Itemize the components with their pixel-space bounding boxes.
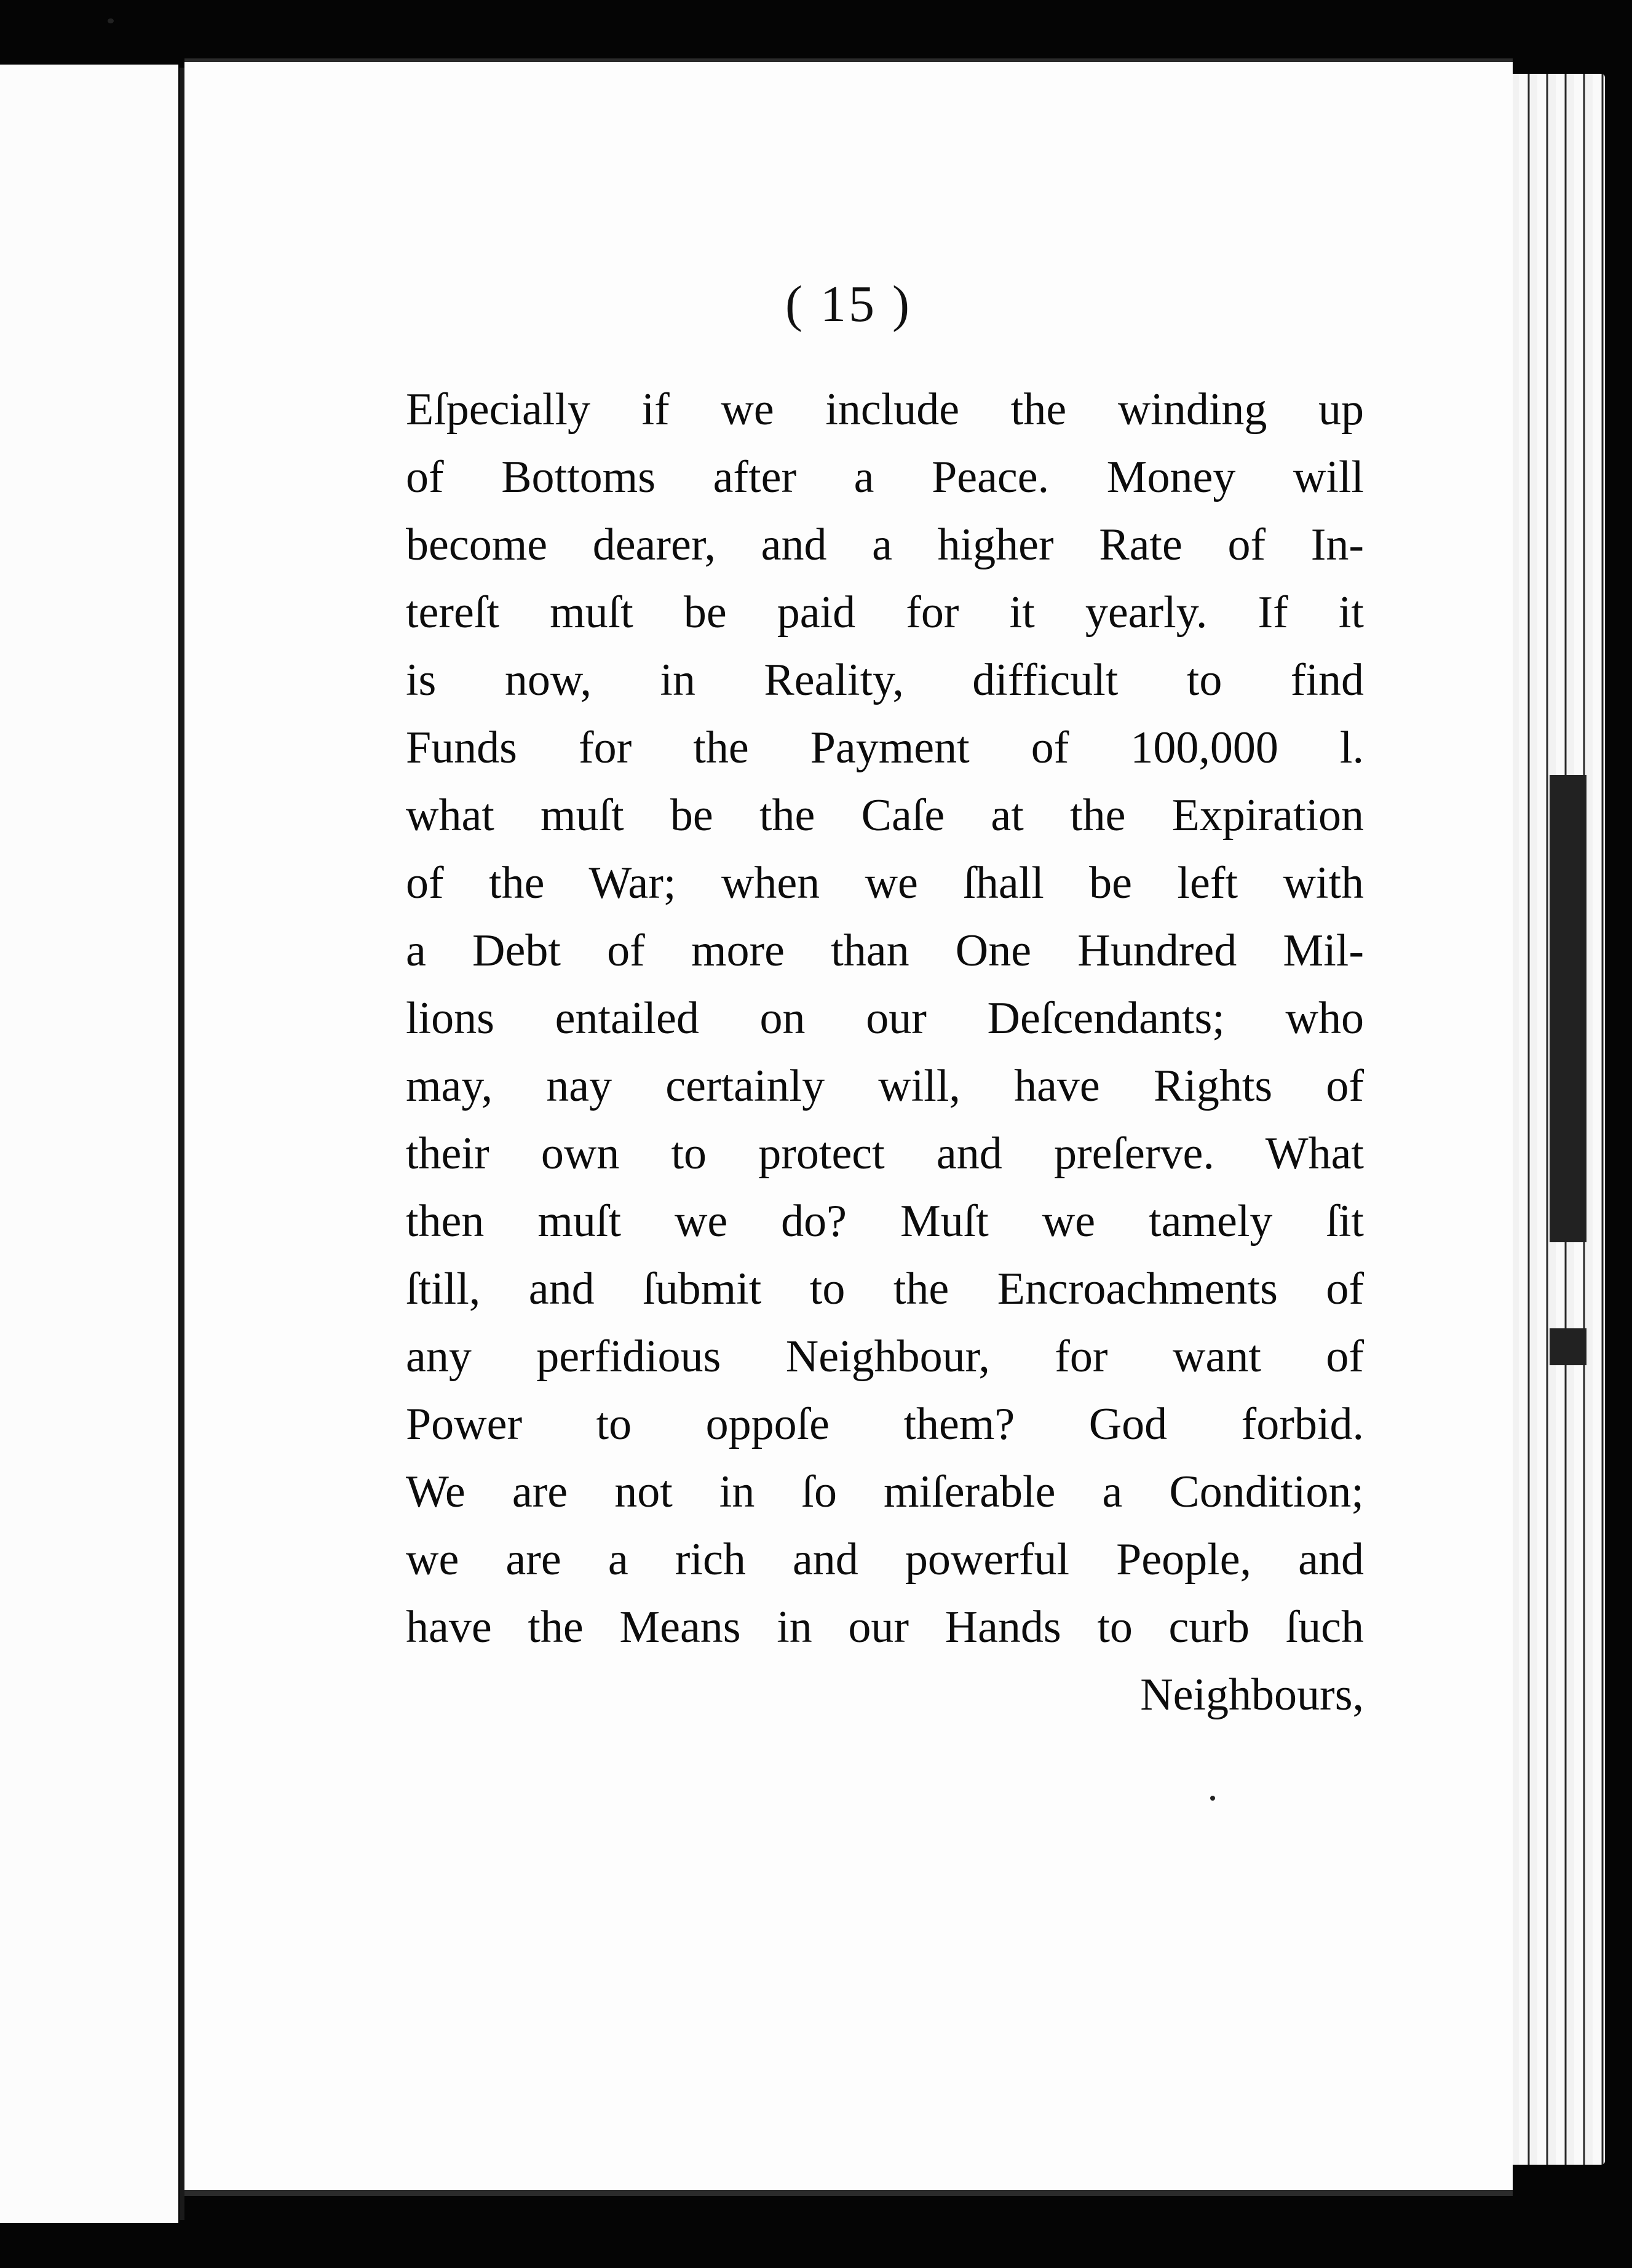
text-line: of Bottoms after a Peace. Money will	[406, 452, 1364, 502]
book-page	[184, 58, 1513, 2196]
text-line: lions entailed on our Deſcendants; who	[406, 993, 1364, 1044]
text-line: have the Means in our Hands to curb ſuch	[406, 1602, 1364, 1652]
binding-gutter	[180, 68, 184, 2220]
text-line: any perfidious Neighbour, for want of	[406, 1331, 1364, 1382]
text-line: we are a rich and powerful People, and	[406, 1534, 1364, 1585]
text-line: We are not in ſo miſerable a Condition;	[406, 1467, 1364, 1517]
ink-speck	[1210, 1796, 1215, 1801]
text-line: what muſt be the Caſe at the Expiration	[406, 790, 1364, 841]
text-line: of the War; when we ſhall be left with	[406, 858, 1364, 908]
text-line: their own to protect and preſerve. What	[406, 1128, 1364, 1179]
text-line: Power to oppoſe them? God forbid.	[406, 1399, 1364, 1449]
text-line: may, nay certainly will, have Rights of	[406, 1061, 1364, 1111]
body-text	[406, 376, 1364, 1729]
catchword: Neighbours,	[1140, 1670, 1364, 1720]
text-line: then muſt we do? Muſt we tamely ſit	[406, 1196, 1364, 1247]
ink-speck	[108, 18, 114, 23]
page-number: ( 15 )	[785, 276, 912, 333]
text-line: ſtill, and ſubmit to the Encroachments of	[406, 1264, 1364, 1314]
text-line: Funds for the Payment of 100,000 l.	[406, 723, 1364, 773]
facing-page-edge	[0, 65, 178, 2223]
text-line: tereſt muſt be paid for it yearly. If it	[406, 587, 1364, 638]
text-line: become dearer, and a higher Rate of In-	[406, 520, 1364, 570]
text-line: a Debt of more than One Hundred Mil-	[406, 926, 1364, 976]
text-line: Eſpecially if we include the winding up	[406, 384, 1364, 435]
text-line: is now, in Reality, difficult to find	[406, 655, 1364, 705]
